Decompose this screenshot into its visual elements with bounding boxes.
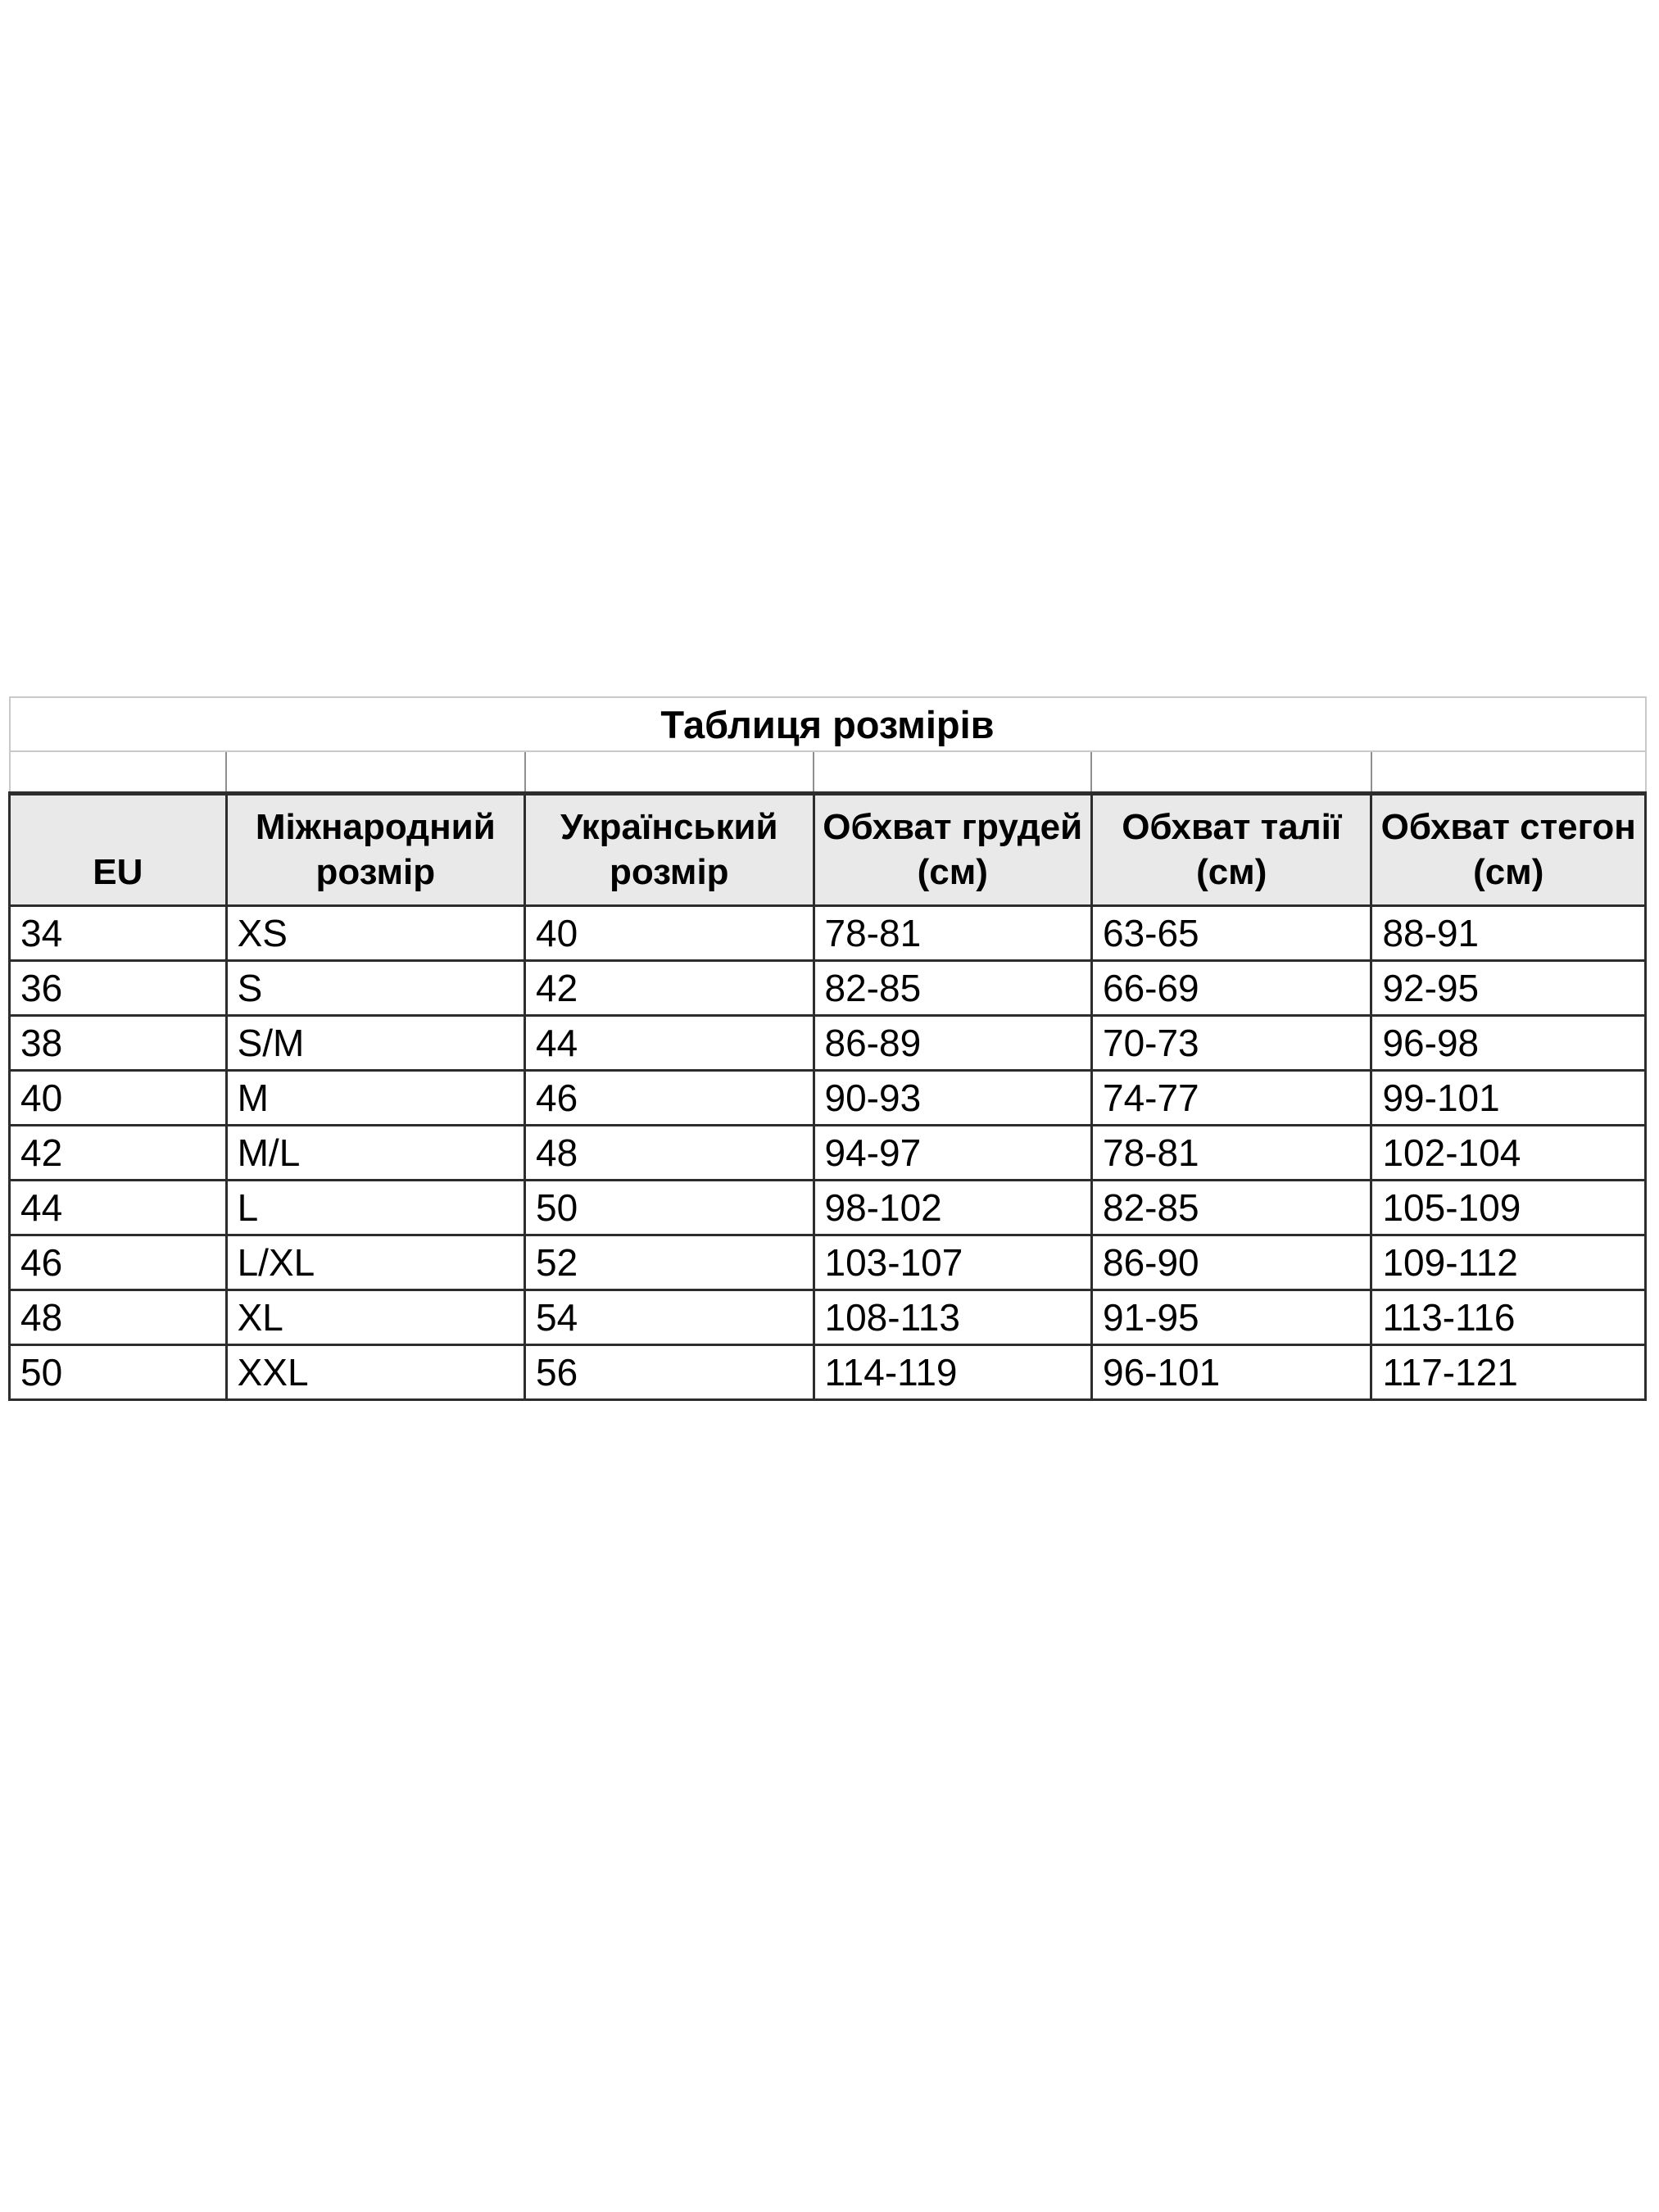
table-cell: XS — [226, 906, 524, 961]
title-row — [10, 697, 1646, 751]
table-cell: 103-107 — [814, 1235, 1091, 1290]
table-cell: L/XL — [226, 1235, 524, 1290]
table-cell: 34 — [10, 906, 227, 961]
table-cell: 50 — [525, 1181, 814, 1235]
table-cell: 48 — [525, 1126, 814, 1181]
header-eu: EU — [10, 794, 227, 906]
table-cell: 52 — [525, 1235, 814, 1290]
table-cell: 92-95 — [1371, 961, 1646, 1016]
table-cell: S/M — [226, 1016, 524, 1071]
table-cell: 102-104 — [1371, 1126, 1646, 1181]
table-cell: 54 — [525, 1290, 814, 1345]
spacer-cell — [10, 751, 227, 794]
table-cell: 86-89 — [814, 1016, 1091, 1071]
table-cell: 113-116 — [1371, 1290, 1646, 1345]
table-cell: 99-101 — [1371, 1071, 1646, 1126]
table-cell: S — [226, 961, 524, 1016]
table-cell: 42 — [525, 961, 814, 1016]
table-title: Таблиця розмірів — [10, 697, 1646, 751]
table-cell: 96-98 — [1371, 1016, 1646, 1071]
table-cell: M/L — [226, 1126, 524, 1181]
table-cell: 48 — [10, 1290, 227, 1345]
table-cell: M — [226, 1071, 524, 1126]
table-cell: 82-85 — [814, 961, 1091, 1016]
table-cell: XL — [226, 1290, 524, 1345]
table-cell: 86-90 — [1091, 1235, 1371, 1290]
table-cell: 46 — [525, 1071, 814, 1126]
table-cell: 78-81 — [1091, 1126, 1371, 1181]
table-cell: L — [226, 1181, 524, 1235]
table-cell: 105-109 — [1371, 1181, 1646, 1235]
table-cell: 36 — [10, 961, 227, 1016]
table-cell: 117-121 — [1371, 1345, 1646, 1400]
table-cell: 44 — [10, 1181, 227, 1235]
header-ukrainian-size: Український розмір — [525, 794, 814, 906]
table-cell: 114-119 — [814, 1345, 1091, 1400]
spacer-cell — [1091, 751, 1371, 794]
table-cell: 56 — [525, 1345, 814, 1400]
table-row — [10, 1235, 1646, 1290]
spacer-cell — [1371, 751, 1646, 794]
table-cell: 88-91 — [1371, 906, 1646, 961]
table-cell: XXL — [226, 1345, 524, 1400]
table-cell: 44 — [525, 1016, 814, 1071]
size-table — [8, 696, 1647, 1401]
table-cell: 94-97 — [814, 1126, 1091, 1181]
table-cell: 109-112 — [1371, 1235, 1646, 1290]
table-row — [10, 1126, 1646, 1181]
table-cell: 38 — [10, 1016, 227, 1071]
table-cell: 74-77 — [1091, 1071, 1371, 1126]
table-cell: 98-102 — [814, 1181, 1091, 1235]
table-cell: 82-85 — [1091, 1181, 1371, 1235]
table-cell: 42 — [10, 1126, 227, 1181]
table-row — [10, 961, 1646, 1016]
table-cell: 108-113 — [814, 1290, 1091, 1345]
spacer-row — [10, 751, 1646, 794]
table-cell: 91-95 — [1091, 1290, 1371, 1345]
table-row — [10, 1071, 1646, 1126]
table-row — [10, 1345, 1646, 1400]
header-hip-girth: Обхват стегон (см) — [1371, 794, 1646, 906]
table-cell: 66-69 — [1091, 961, 1371, 1016]
spacer-cell — [814, 751, 1091, 794]
table-row — [10, 906, 1646, 961]
table-row — [10, 1290, 1646, 1345]
table-cell: 70-73 — [1091, 1016, 1371, 1071]
table-cell: 96-101 — [1091, 1345, 1371, 1400]
table-cell: 40 — [10, 1071, 227, 1126]
table-row — [10, 1016, 1646, 1071]
table-cell: 90-93 — [814, 1071, 1091, 1126]
spacer-cell — [226, 751, 524, 794]
header-waist-girth: Обхват талії (см) — [1091, 794, 1371, 906]
header-row — [10, 794, 1646, 906]
table-cell: 40 — [525, 906, 814, 961]
header-international-size: Міжнародний розмір — [226, 794, 524, 906]
table-row — [10, 1181, 1646, 1235]
table-cell: 63-65 — [1091, 906, 1371, 961]
spacer-cell — [525, 751, 814, 794]
table-body — [10, 906, 1646, 1400]
table-cell: 78-81 — [814, 906, 1091, 961]
header-chest-girth: Обхват грудей (см) — [814, 794, 1091, 906]
table-cell: 46 — [10, 1235, 227, 1290]
table-cell: 50 — [10, 1345, 227, 1400]
